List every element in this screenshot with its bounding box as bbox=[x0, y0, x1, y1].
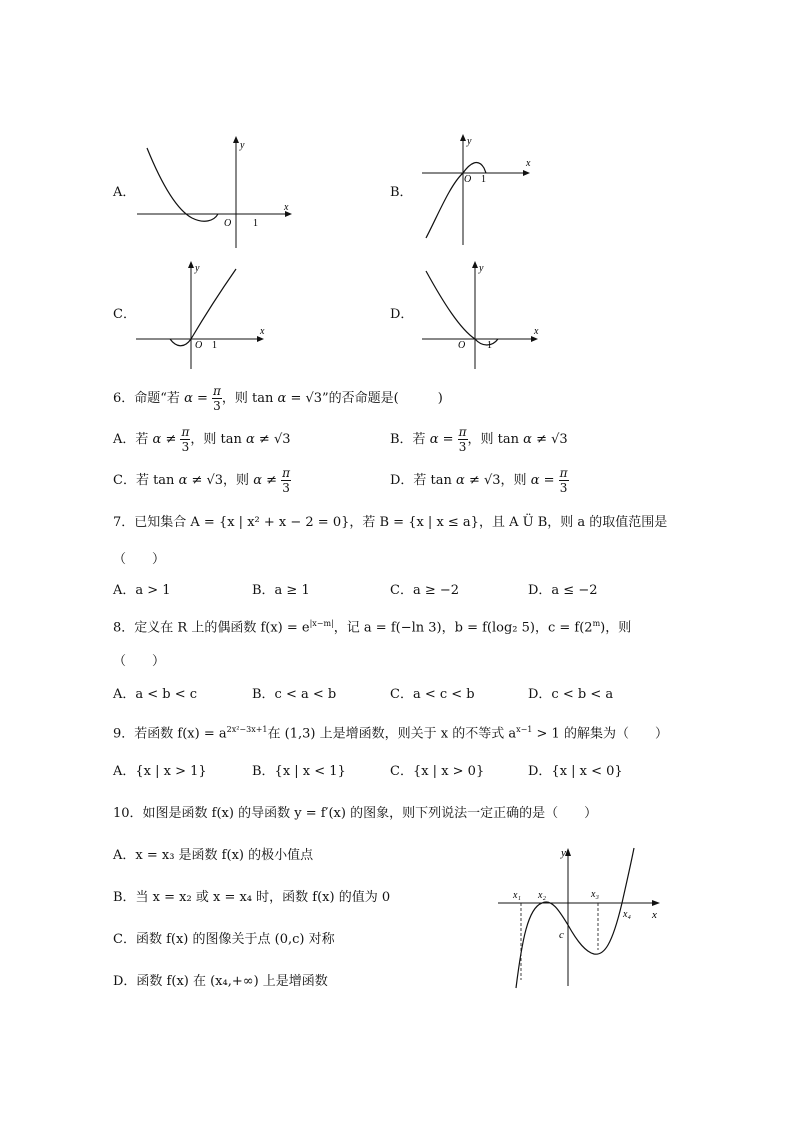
x2-label: x₂ bbox=[538, 890, 546, 901]
y-label: y bbox=[561, 847, 566, 859]
q7-option-b: B．a ≥ 1 bbox=[252, 583, 310, 598]
x-label: x bbox=[652, 909, 657, 921]
option-d-label: D． bbox=[390, 307, 414, 322]
origin-label: O bbox=[458, 340, 466, 351]
q6-option-d: D．若 tan α ≠ √3，则 α = $\frac{\pi}{3}$ bbox=[390, 466, 568, 495]
q9-option-c: C．{x | x > 0} bbox=[390, 764, 485, 779]
q7-stem: 7．已知集合 A = {x | x² + x − 2 = 0}，若 B = {x | x ≤ a}，且 A Ü B，则 a 的取值范围是 bbox=[113, 515, 668, 530]
q9-option-d: D．{x | x < 0} bbox=[528, 764, 623, 779]
option-a-label: A． bbox=[113, 185, 136, 200]
q7-answer-paren: （ ） bbox=[113, 552, 166, 567]
q6-option-a: A．若 α ≠ $\frac{\pi}{3}$ ，则 tan α ≠ √3 bbox=[113, 425, 291, 454]
q8-option-b: B．c < a < b bbox=[252, 687, 337, 702]
origin-label: O bbox=[224, 218, 232, 229]
y-label: y bbox=[240, 140, 245, 151]
curve bbox=[426, 163, 486, 238]
tick-one: 1 bbox=[253, 218, 258, 229]
q10-stem: 10．如图是函数 f(x) 的导函数 y = f′(x) 的图象，则下列说法一定正确的是（ ） bbox=[113, 806, 598, 821]
q7-option-d: D．a ≤ −2 bbox=[528, 583, 598, 598]
x-label: x bbox=[534, 326, 539, 337]
q9-option-a: A．{x | x > 1} bbox=[113, 764, 207, 779]
q8-option-d: D．c < b < a bbox=[528, 687, 614, 702]
q7-option-a: A．a > 1 bbox=[113, 583, 171, 598]
q8-option-a: A．a < b < c bbox=[113, 687, 198, 702]
tick-one: 1 bbox=[487, 340, 492, 351]
origin-label: O bbox=[464, 174, 472, 185]
graph-option-d bbox=[418, 257, 546, 373]
c-label: c bbox=[559, 929, 564, 941]
q9-stem: 9．若函数 $f(x) = a^{2x^2-3x+1}$在 (1,3) 上是增函数，则关于 x 的不等式 $a^{x-1} > 1$ 的解集为（ ） bbox=[113, 725, 668, 742]
option-b-label: B． bbox=[390, 185, 413, 200]
y-label: y bbox=[479, 263, 484, 274]
q6-option-c: C．若 tan α ≠ √3，则 α ≠ $\frac{\pi}{3}$ bbox=[113, 466, 291, 495]
graph-option-b bbox=[418, 130, 542, 248]
graph-option-a bbox=[132, 130, 302, 252]
q7-option-c: C．a ≥ −2 bbox=[390, 583, 460, 598]
q8-stem: 8．定义在 R 上的偶函数 $f(x) = e^{|x-m|}$，记 a = f(−ln 3)，b = f(log₂ 5)，$c = f(2^m)$，则 bbox=[113, 619, 632, 636]
derivative-curve bbox=[516, 848, 634, 988]
q6-stem: 6．命题“若 α = $\frac{\pi}{3}$ ，则 tan α = √3”的否命题是( ) bbox=[113, 384, 443, 413]
x-label: x bbox=[260, 326, 265, 337]
q10-option-b: B．当 x = x₂ 或 x = x₄ 时，函数 f(x) 的值为 0 bbox=[113, 890, 391, 905]
curve bbox=[426, 271, 498, 345]
q10-option-d: D．函数 f(x) 在 (x₄,+∞) 上是增函数 bbox=[113, 974, 328, 989]
x-label: x bbox=[284, 202, 289, 213]
q10-option-a: A．x = x₃ 是函数 f(x) 的极小值点 bbox=[113, 848, 314, 863]
q6-option-b: B．若 α = $\frac{\pi}{3}$ ，则 tan α ≠ √3 bbox=[390, 425, 568, 454]
x4-label: x₄ bbox=[623, 909, 631, 920]
derivative-graph bbox=[494, 840, 674, 990]
q8-answer-paren: （ ） bbox=[113, 654, 166, 669]
origin-label: O bbox=[195, 340, 203, 351]
tick-one: 1 bbox=[481, 174, 486, 185]
q10-option-c: C．函数 f(x) 的图像关于点 (0,c) 对称 bbox=[113, 932, 335, 947]
curve bbox=[170, 269, 236, 346]
q8-option-c: C．a < c < b bbox=[390, 687, 475, 702]
tick-one: 1 bbox=[212, 340, 217, 351]
x1-label: x₁ bbox=[513, 890, 521, 901]
x3-label: x₃ bbox=[591, 889, 599, 900]
graph-option-c bbox=[132, 257, 272, 373]
curve bbox=[147, 148, 218, 221]
option-c-label: C． bbox=[113, 307, 136, 322]
q9-option-b: B．{x | x < 1} bbox=[252, 764, 346, 779]
x-label: x bbox=[526, 158, 531, 169]
y-label: y bbox=[467, 136, 472, 147]
y-label: y bbox=[195, 263, 200, 274]
